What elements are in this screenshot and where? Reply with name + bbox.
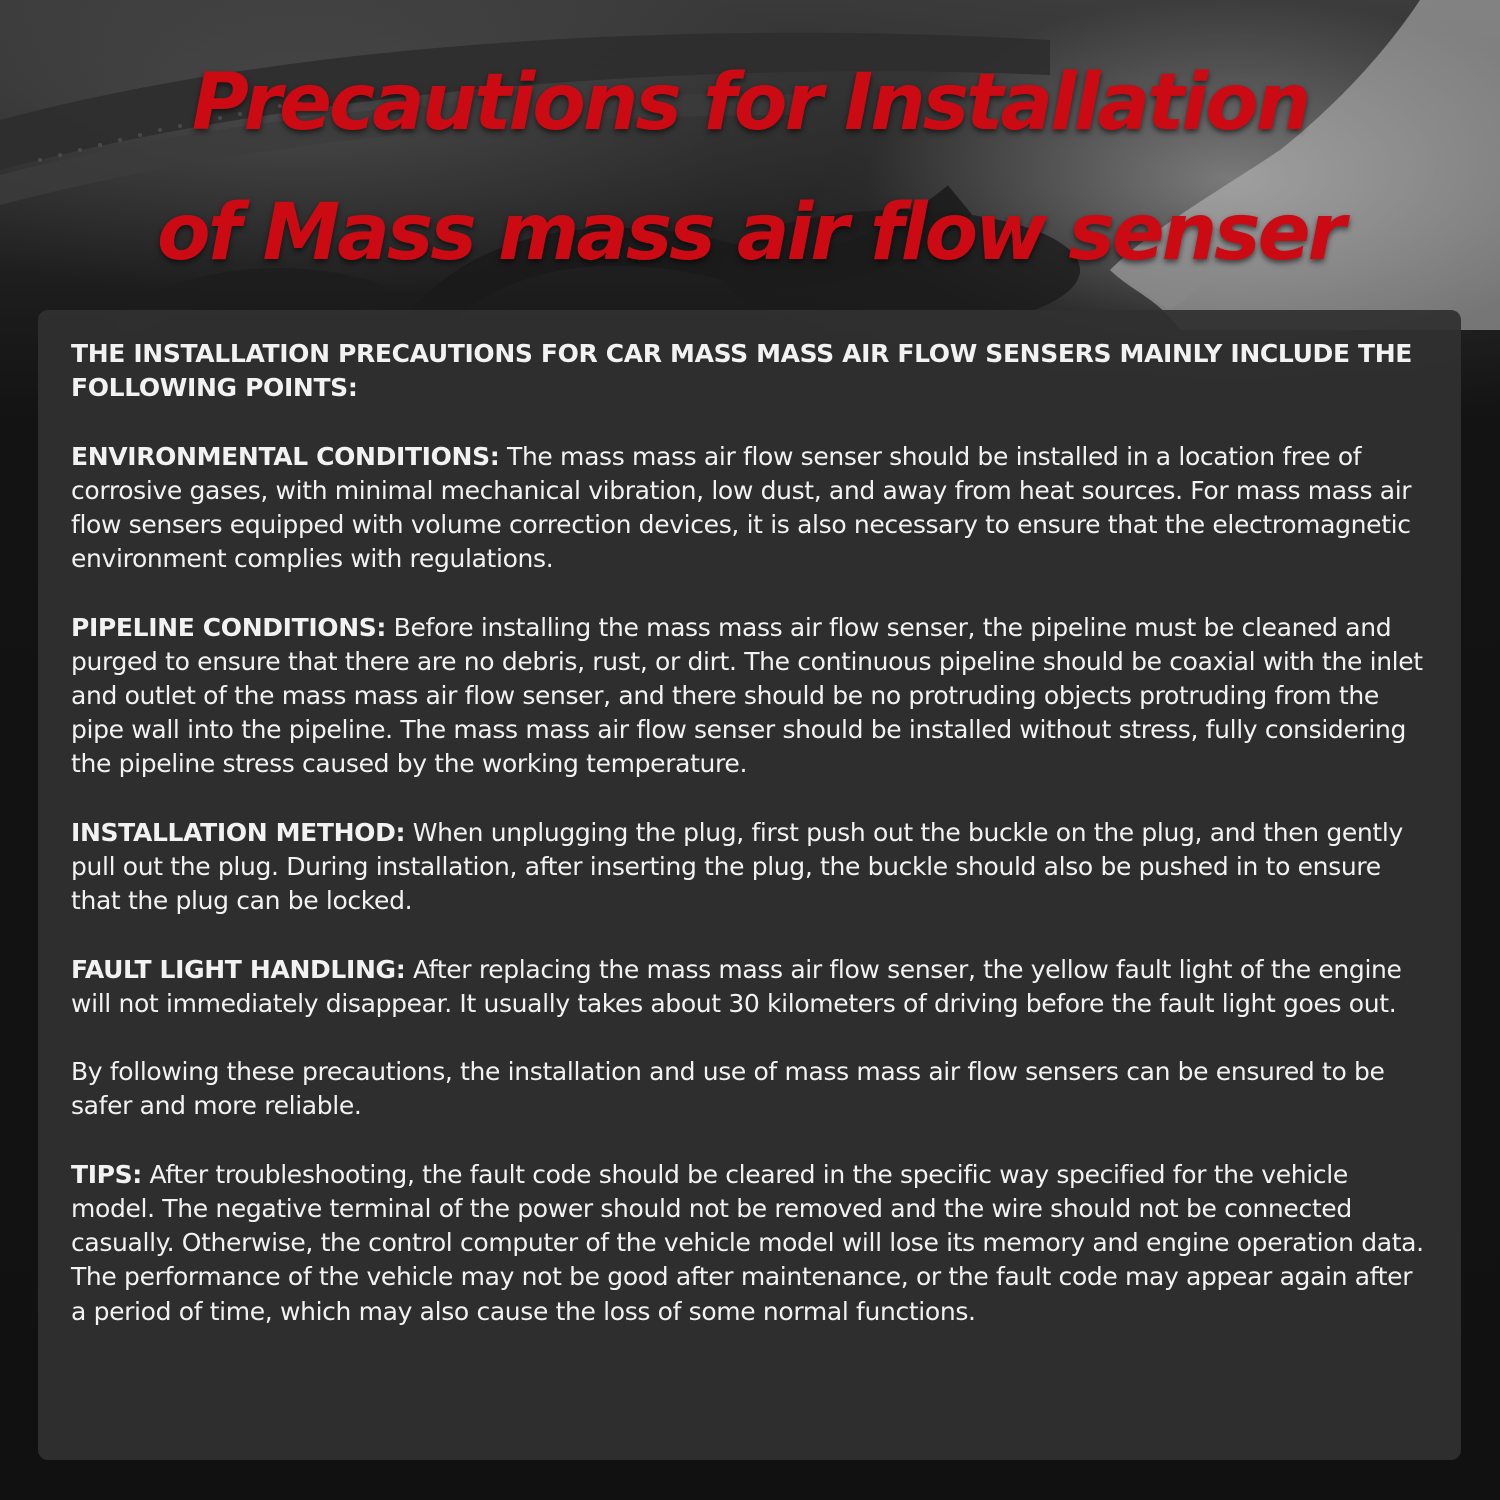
section-label: PIPELINE CONDITIONS:	[71, 612, 387, 642]
section-text: Before installing the mass mass air flow senser, the pipeline must be cleaned and purged to ensure that there are no debris, rust, or dirt. The continuous pipeline should be coaxial with the inlet and outlet of the mass mass air flow senser, and there should be no protruding objects protruding from the pipe wall into the pipeline. The mass mass air flow senser should be installed without stress, fully considering the pipeline stress caused by the working temperature.	[71, 612, 1423, 779]
page-title	[20, 38, 1480, 298]
section-label: FAULT LIGHT HANDLING:	[71, 954, 406, 984]
intro-paragraph: THE INSTALLATION PRECAUTIONS FOR CAR MASS MASS AIR FLOW SENSERS MAINLY INCLUDE THE FOLLOWING POINTS:	[71, 339, 1413, 403]
section-text: When unplugging the plug, first push out the buckle on the plug, and then gently pull out the plug. During installation, after inserting the plug, the buckle should also be pushed in to ensure that the plug can be locked.	[71, 817, 1403, 916]
section-label: ENVIRONMENTAL CONDITIONS:	[71, 441, 500, 471]
section-fault-light-handling	[71, 953, 1429, 1021]
precautions-panel	[38, 310, 1461, 1460]
title-line-1: Precautions for Installation	[191, 58, 1309, 148]
tips-label: TIPS:	[71, 1159, 142, 1189]
title-line-2: of Mass mass air flow senser	[157, 188, 1343, 278]
section-environmental-conditions	[71, 440, 1429, 577]
tips-text: After troubleshooting, the fault code should be cleared in the specific way specified for the vehicle model. The negative terminal of the power should not be removed and the wire should not be connected casually. Otherwise, the control computer of the vehicle model will lose its memory and engine operation data. The performance of the vehicle may not be good after maintenance, or the fault code may appear again after a period of time, which may also cause the loss of some normal functions.	[71, 1159, 1424, 1326]
section-installation-method	[71, 816, 1429, 919]
section-pipeline-conditions	[71, 611, 1429, 782]
tips-paragraph	[71, 1158, 1429, 1329]
section-label: INSTALLATION METHOD:	[71, 817, 406, 847]
summary-paragraph: By following these precautions, the installation and use of mass mass air flow sensers can be ensured to be safer and more reliable.	[71, 1057, 1385, 1121]
section-text: After replacing the mass mass air flow senser, the yellow fault light of the engine will not immediately disappear. It usually takes about 30 kilometers of driving before the fault light goes out.	[71, 954, 1402, 1018]
section-text: The mass mass air flow senser should be installed in a location free of corrosive gases, with minimal mechanical vibration, low dust, and away from heat sources. For mass mass air flow sensers equipped with volume correction devices, it is also necessary to ensure that the electromagnetic environment complies with regulations.	[71, 441, 1412, 574]
